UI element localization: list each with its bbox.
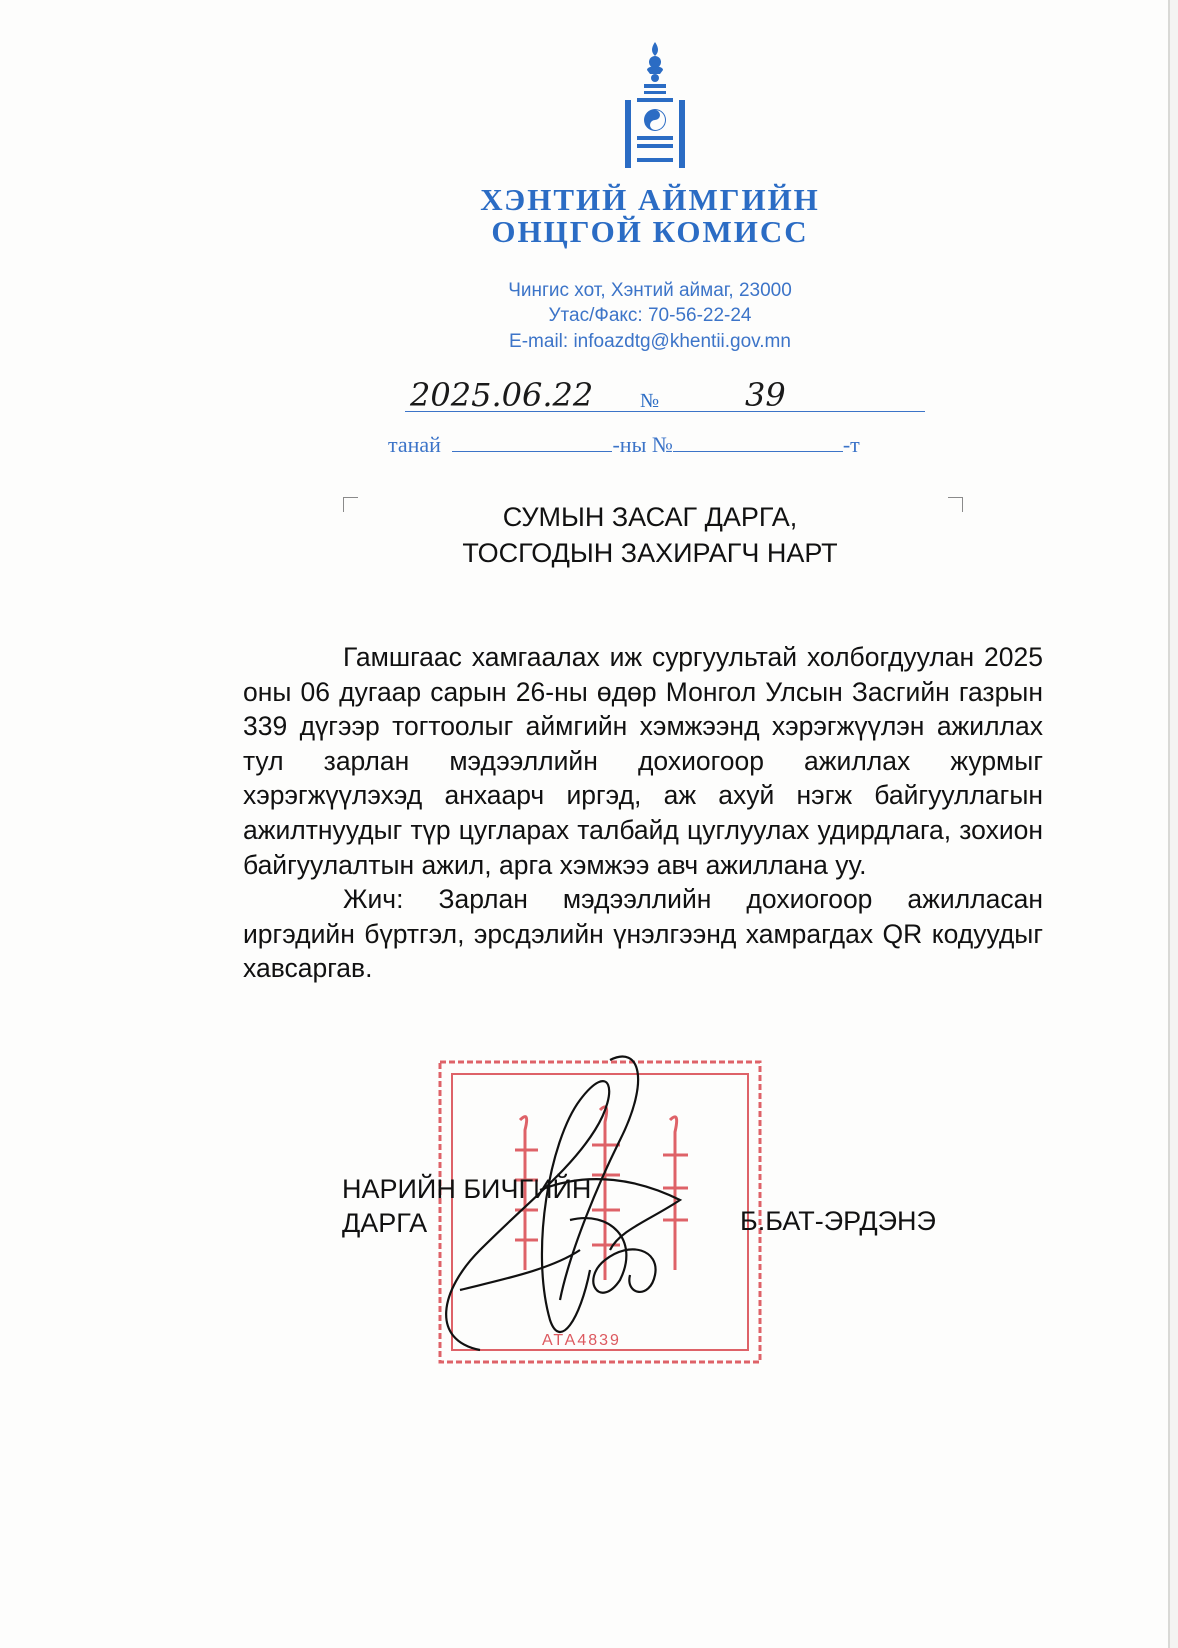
state-emblem-icon	[620, 40, 690, 170]
body-paragraph-note: Жич: Зарлан мэдээллийн дохиогоор ажилласан иргэдийн бүртгэл, эрсдэлийн үнэлгээнд хамрагдах QR кодуудыг хавсаргав.	[243, 884, 1043, 984]
number-label: №	[640, 390, 660, 412]
your-label: танай	[388, 432, 441, 457]
body-paragraph-main: Гамшгаас хамгаалах иж сургуультай холбогдуулан 2025 оны 06 дугаар сарын 26-ны өдөр Монгол Улсын Засгийн газрын 339 дүгээр тогтоолыг аймгийн хэмжээнд хэрэгжүүлэн ажиллах тул зарлан мэдээллийн дохиогоор ажиллах журмыг хэрэгжүүлэхэд анхаарч иргэд, аж ахуй нэгж байгууллагын ажилтнуудыг түр цугларах талбайд цуглуулах удирдлага, зохион байгуулалтын ажил, арга хэмжээ авч ажиллана уу.	[243, 642, 1043, 880]
signatory-title-line2: ДАРГА	[342, 1208, 428, 1238]
org-name-line1: ХЭНТИЙ АЙМГИЙН	[480, 182, 820, 217]
your-date-blank	[452, 433, 612, 452]
stamp-code: АТА4839	[542, 1332, 621, 1349]
addressee-line1: СУМЫН ЗАСАГ ДАРГА,	[502, 502, 798, 532]
signatory-name: Б.БАТ-ЭРДЭНЭ	[740, 1206, 936, 1236]
t-suffix: -т	[842, 432, 860, 457]
signatory-title	[342, 1172, 591, 1240]
org-phone: Утас/Факс: 70-56-22-24	[548, 305, 752, 326]
org-address: Чингис хот, Хэнтий аймаг, 23000	[508, 280, 792, 301]
addressee-line2: ТОСГОДЫН ЗАХИРАГЧ НАРТ	[462, 538, 838, 568]
ny-number-label: -ны №	[612, 432, 673, 457]
handwritten-date: 2025.06.22	[410, 376, 594, 414]
signatory-title-line1: НАРИЙН БИЧГИЙН	[342, 1174, 592, 1204]
reference-row	[388, 432, 860, 458]
address-corner-mark-left	[343, 497, 358, 512]
org-name-line2: ОНЦГОЙ КОМИСС	[491, 214, 809, 249]
address-corner-mark-right	[948, 497, 963, 512]
org-email: E-mail: infoazdtg@khentii.gov.mn	[509, 331, 791, 352]
letter-body	[243, 640, 1043, 986]
handwritten-number: 39	[745, 376, 786, 414]
your-number-blank	[673, 433, 843, 452]
